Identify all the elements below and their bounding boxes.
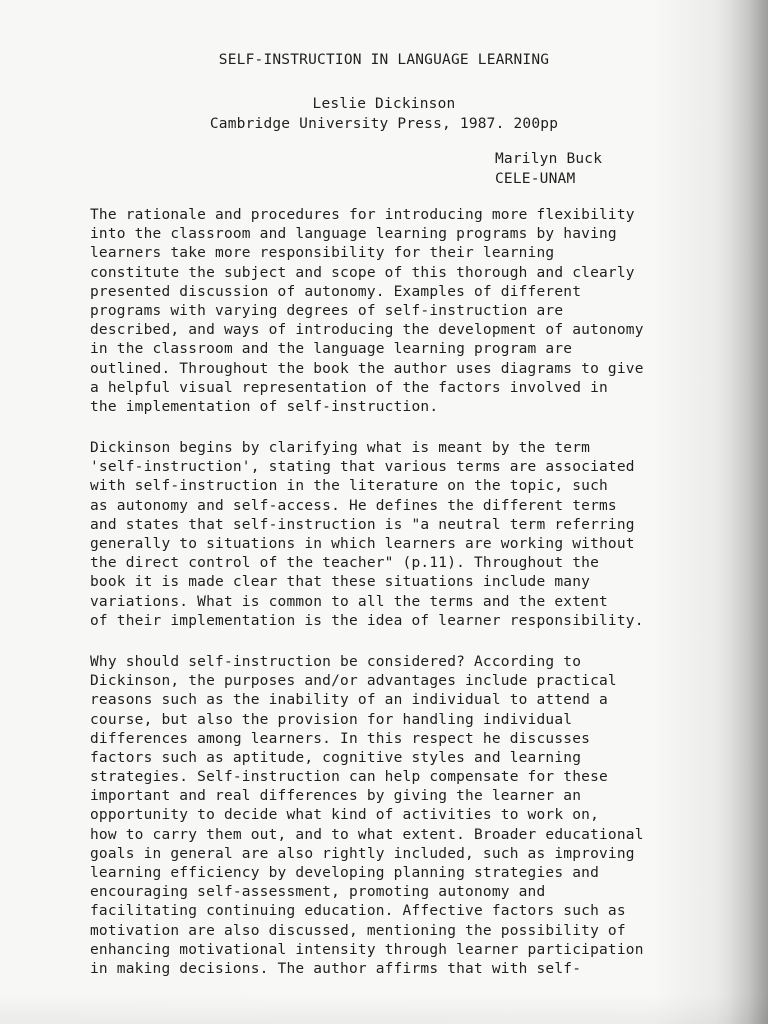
text-line: the implementation of self-instruction. <box>90 398 439 415</box>
text-line: a helpful visual representation of the factors involved in <box>90 379 608 396</box>
text-line: facilitating continuing education. Affective factors such as <box>90 903 626 920</box>
text-line: outlined. Throughout the book the author uses diagrams to give <box>90 360 644 377</box>
text-line: opportunity to decide what kind of activities to work on, <box>90 807 599 824</box>
text-line: goals in general are also rightly included, such as improving <box>90 845 635 862</box>
text-line: reasons such as the inability of an individual to attend a <box>90 692 608 709</box>
publication-info: Cambridge University Press, 1987. 200pp <box>209 116 559 132</box>
reviewer-name: Marilyn Buck <box>495 151 603 167</box>
text-line: of their implementation is the idea of learner responsibility. <box>90 612 644 629</box>
text-line: The rationale and procedures for introducing more flexibility <box>90 207 635 223</box>
paragraph <box>90 206 730 417</box>
author-name: Leslie Dickinson <box>312 96 456 112</box>
text-line: described, and ways of introducing the development of autonomy <box>90 322 644 339</box>
text-line: programs with varying degrees of self-instruction are <box>90 302 564 319</box>
text-line: in the classroom and the language learning program are <box>90 341 573 358</box>
review-title: SELF-INSTRUCTION IN LANGUAGE LEARNING <box>218 52 550 68</box>
text-line: the direct control of the teacher" (p.11). Throughout the <box>90 555 599 572</box>
review-body <box>90 206 730 1001</box>
paragraph <box>90 653 730 979</box>
text-line: in making decisions. The author affirms that with self- <box>90 960 582 977</box>
text-line: variations. What is common to all the terms and the extent <box>90 593 608 610</box>
text-line: book it is made clear that these situations include many <box>90 574 591 591</box>
text-line: generally to situations in which learners are working without <box>90 536 635 552</box>
text-line: presented discussion of autonomy. Examples of different <box>90 283 582 300</box>
book-citation <box>0 94 768 134</box>
text-line: and states that self-instruction is "a neutral term referring <box>90 516 635 533</box>
text-line: course, but also the provision for handling individual <box>90 711 573 728</box>
text-line: important and real differences by giving the learner an <box>90 788 582 805</box>
text-line: enhancing motivational intensity through learner participation <box>90 941 644 958</box>
text-line: motivation are also discussed, mentioning the possibility of <box>90 922 626 939</box>
paragraph <box>90 439 730 631</box>
text-line: 'self-instruction', stating that various terms are associated <box>90 459 635 476</box>
text-line: how to carry them out, and to what extent. Broader educational <box>90 826 644 843</box>
text-line: encouraging self-assessment, promoting autonomy and <box>90 884 546 901</box>
text-line: factors such as aptitude, cognitive styles and learning <box>90 749 582 766</box>
text-line: as autonomy and self-access. He defines the different terms <box>90 497 617 514</box>
page-edge-shadow <box>728 0 768 1024</box>
text-line: learning efficiency by developing planning strategies and <box>90 865 599 881</box>
text-line: differences among learners. In this respect he discusses <box>90 730 591 747</box>
text-line: Dickinson, the purposes and/or advantages include practical <box>90 673 617 690</box>
text-line: strategies. Self-instruction can help compensate for these <box>90 769 608 786</box>
reviewer-affiliation: CELE-UNAM <box>495 171 576 187</box>
text-line: into the classroom and language learning programs by having <box>90 226 617 243</box>
text-line: constitute the subject and scope of this thorough and clearly <box>90 264 635 281</box>
text-line: Dickinson begins by clarifying what is meant by the term <box>90 440 591 457</box>
text-line: Why should self-instruction be considered? According to <box>90 653 582 670</box>
text-line: with self-instruction in the literature on the topic, such <box>90 478 608 495</box>
text-line: learners take more responsibility for their learning <box>90 245 555 262</box>
reviewer-block <box>495 149 602 189</box>
